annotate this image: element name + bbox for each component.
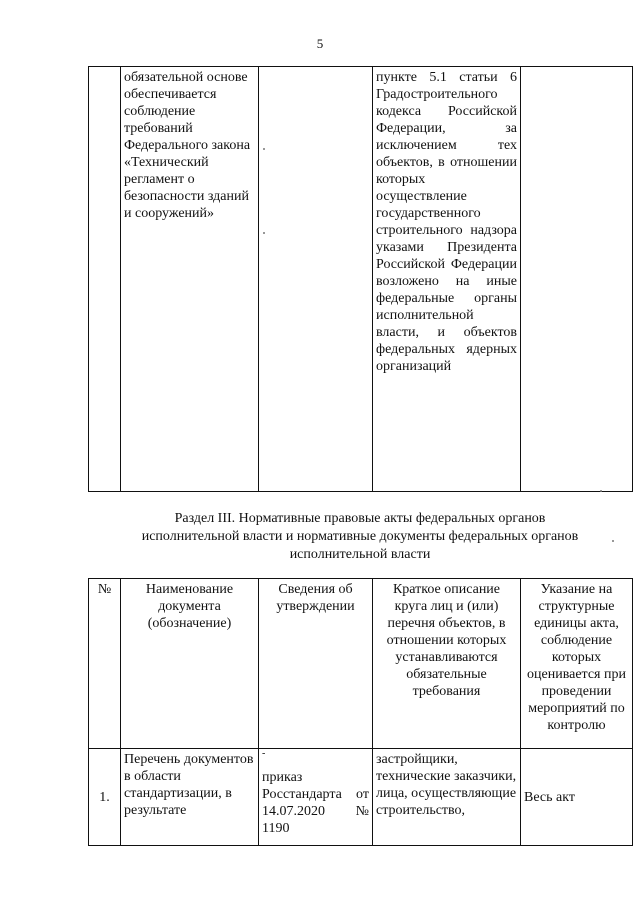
page-number: 5 — [316, 36, 324, 51]
row-approval-cell — [259, 749, 373, 846]
t1-units-cell — [521, 67, 633, 492]
t1-empty-cell — [259, 67, 373, 492]
row-approval-dash: - — [262, 748, 266, 759]
acts-table — [88, 578, 633, 846]
row-units: Весь акт — [521, 749, 633, 846]
row-number: 1. — [89, 749, 121, 846]
header-document-name: Наименование документа (обозначение) — [121, 579, 259, 749]
table-header-row — [89, 579, 633, 749]
header-persons: Краткое описание круга лиц и (или) перечня объектов, в отношении которых устанавливаются обязательные требования — [373, 579, 521, 749]
header-number: № — [89, 579, 121, 749]
scan-speck — [600, 490, 602, 492]
scan-speck — [263, 232, 265, 234]
section-heading: Раздел III. Нормативные правовые акты федеральных органов исполнительной власти и нормативные документы федеральных органов исполнительной власти — [141, 511, 579, 562]
header-approval: Сведения об утверждении — [259, 579, 373, 749]
scan-speck — [612, 540, 614, 542]
table-row — [89, 749, 633, 846]
t1-number-cell — [89, 67, 121, 492]
t1-requirement-cell: обязательной основе обеспечивается соблюдение требований Федерального закона «Технический регламент о безопасности зданий и сооружений» — [121, 67, 259, 492]
row-document-name: Перечень документов в области стандартизации, в результате — [121, 749, 259, 846]
t1-scope-cell: пункте 5.1 статьи 6 Градостроительного кодекса Российской Федерации, за исключением тех объектов, в отношении которых осуществление государственного строительного надзора указами Президента Российской Федерации возложено на иные федеральные органы исполнительной власти, и объектов федеральных ядерных организаций — [373, 67, 521, 492]
scan-speck — [263, 148, 265, 150]
continuation-table — [88, 66, 633, 492]
row-persons: застройщики, технические заказчики, лица, осуществляющие строительство, — [373, 749, 521, 846]
header-structural-units: Указание на структурные единицы акта, соблюдение которых оценивается при проведении мероприятий по контролю — [521, 579, 633, 749]
row-approval: приказ Росстандарта от 14.07.2020 № 1190 — [262, 770, 369, 836]
